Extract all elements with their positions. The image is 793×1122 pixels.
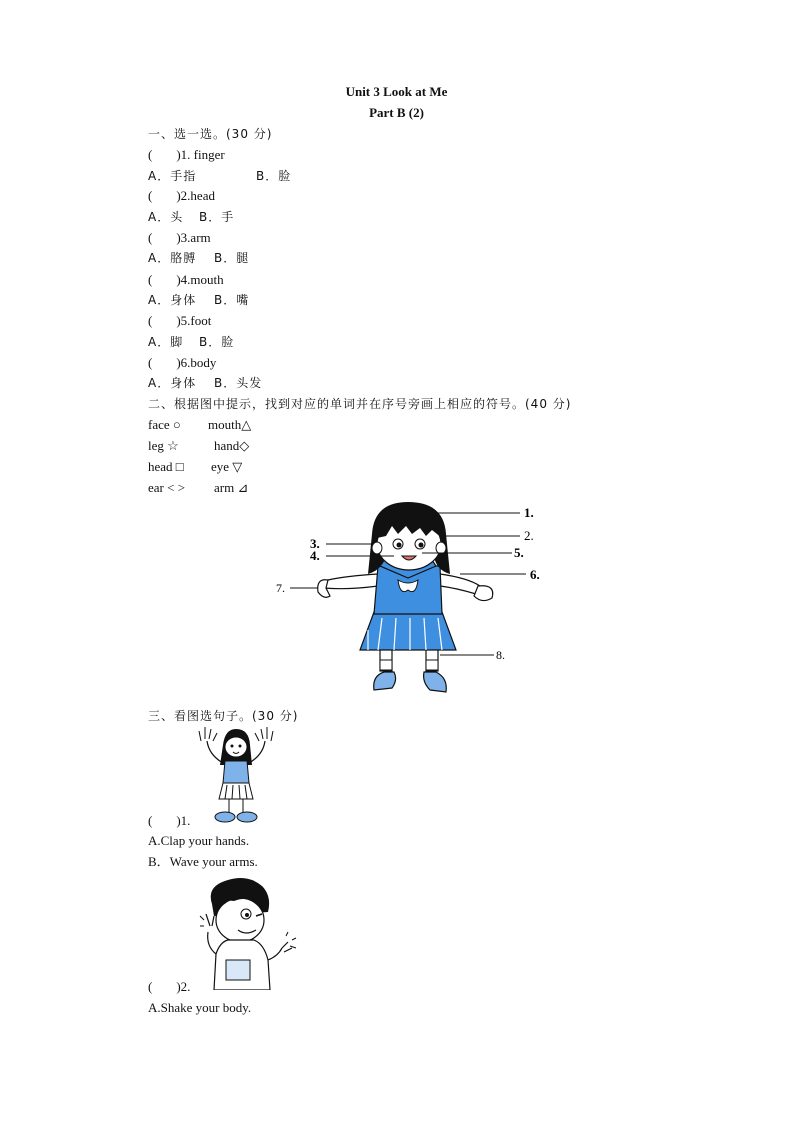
question-text: )1. (176, 813, 191, 828)
question-stem (148, 230, 211, 246)
question-text: )2.head (176, 188, 215, 203)
option-a: A．头 (148, 210, 184, 224)
question-stem (148, 355, 216, 371)
label-5: 5. (514, 545, 524, 560)
page-title: Unit 3 Look at Me (345, 84, 448, 99)
section3-heading: 三、看图选句子。(30 分) (148, 709, 299, 723)
question-stem (148, 272, 224, 288)
legend-leg: leg ☆ (148, 438, 179, 453)
legend-eye: eye ▽ (211, 459, 243, 474)
paren-open: ( (148, 355, 153, 370)
section3-question-1-option-b: B．Wave your arms. (148, 854, 258, 869)
section3-question-2-stem (148, 979, 190, 995)
question-stem (148, 147, 225, 163)
question-text: )6.body (176, 355, 217, 370)
girl-body-parts-illustration (256, 500, 568, 705)
label-3: 3. (310, 536, 320, 551)
boy-snapping-illustration (198, 876, 298, 990)
legend-face: face ○ (148, 417, 181, 432)
left-shoe-icon (374, 672, 396, 690)
legend-hand: hand◇ (214, 438, 250, 453)
label-2: 2. (524, 528, 534, 543)
paren-open: ( (148, 188, 153, 203)
option-b: B．手 (199, 210, 235, 224)
option-a: A．胳膊 (148, 251, 197, 265)
question-text: )2. (176, 979, 191, 994)
waving-girl-illustration (197, 725, 275, 825)
paren-open: ( (148, 979, 153, 994)
option-b: B．头发 (214, 376, 263, 390)
section3-question-1-stem (148, 813, 190, 829)
option-a: A．脚 (148, 335, 184, 349)
paren-open: ( (148, 272, 153, 287)
question-text: )3.arm (176, 230, 211, 245)
question-stem (148, 188, 215, 204)
legend-mouth: mouth△ (208, 417, 252, 432)
option-a: A．身体 (148, 376, 197, 390)
label-4: 4. (310, 548, 320, 563)
right-shoe-icon (424, 672, 447, 692)
option-b: B．嘴 (214, 293, 250, 307)
option-b: B．脸 (199, 335, 235, 349)
paren-open: ( (148, 813, 153, 828)
paren-open: ( (148, 230, 153, 245)
label-8: 8. (496, 648, 505, 662)
question-text: )1. finger (176, 147, 225, 162)
label-6: 6. (530, 567, 540, 582)
label-7: 7. (276, 581, 285, 595)
question-text: )4.mouth (176, 272, 224, 287)
legend-ear: ear < > (148, 480, 186, 495)
page-subtitle: Part B (2) (369, 105, 424, 120)
legend-head: head □ (148, 459, 184, 474)
option-b: B．脸 (256, 169, 292, 183)
section2-heading: 二、根据图中提示，找到对应的单词并在序号旁画上相应的符号。(40 分) (148, 397, 572, 411)
option-a: A．身体 (148, 293, 197, 307)
option-b: B．腿 (214, 251, 250, 265)
right-hand-icon (474, 586, 493, 601)
section1-heading: 一、选一选。(30 分) (148, 127, 273, 141)
paren-open: ( (148, 147, 153, 162)
paren-open: ( (148, 313, 153, 328)
legend-arm: arm ⊿ (214, 480, 249, 495)
label-1: 1. (524, 505, 534, 520)
section3-question-1-option-a: A.Clap your hands. (148, 833, 250, 848)
question-text: )5.foot (176, 313, 212, 328)
option-a: A．手指 (148, 169, 197, 183)
question-stem (148, 313, 211, 329)
section3-question-2-option-a: A.Shake your body. (148, 1000, 252, 1015)
